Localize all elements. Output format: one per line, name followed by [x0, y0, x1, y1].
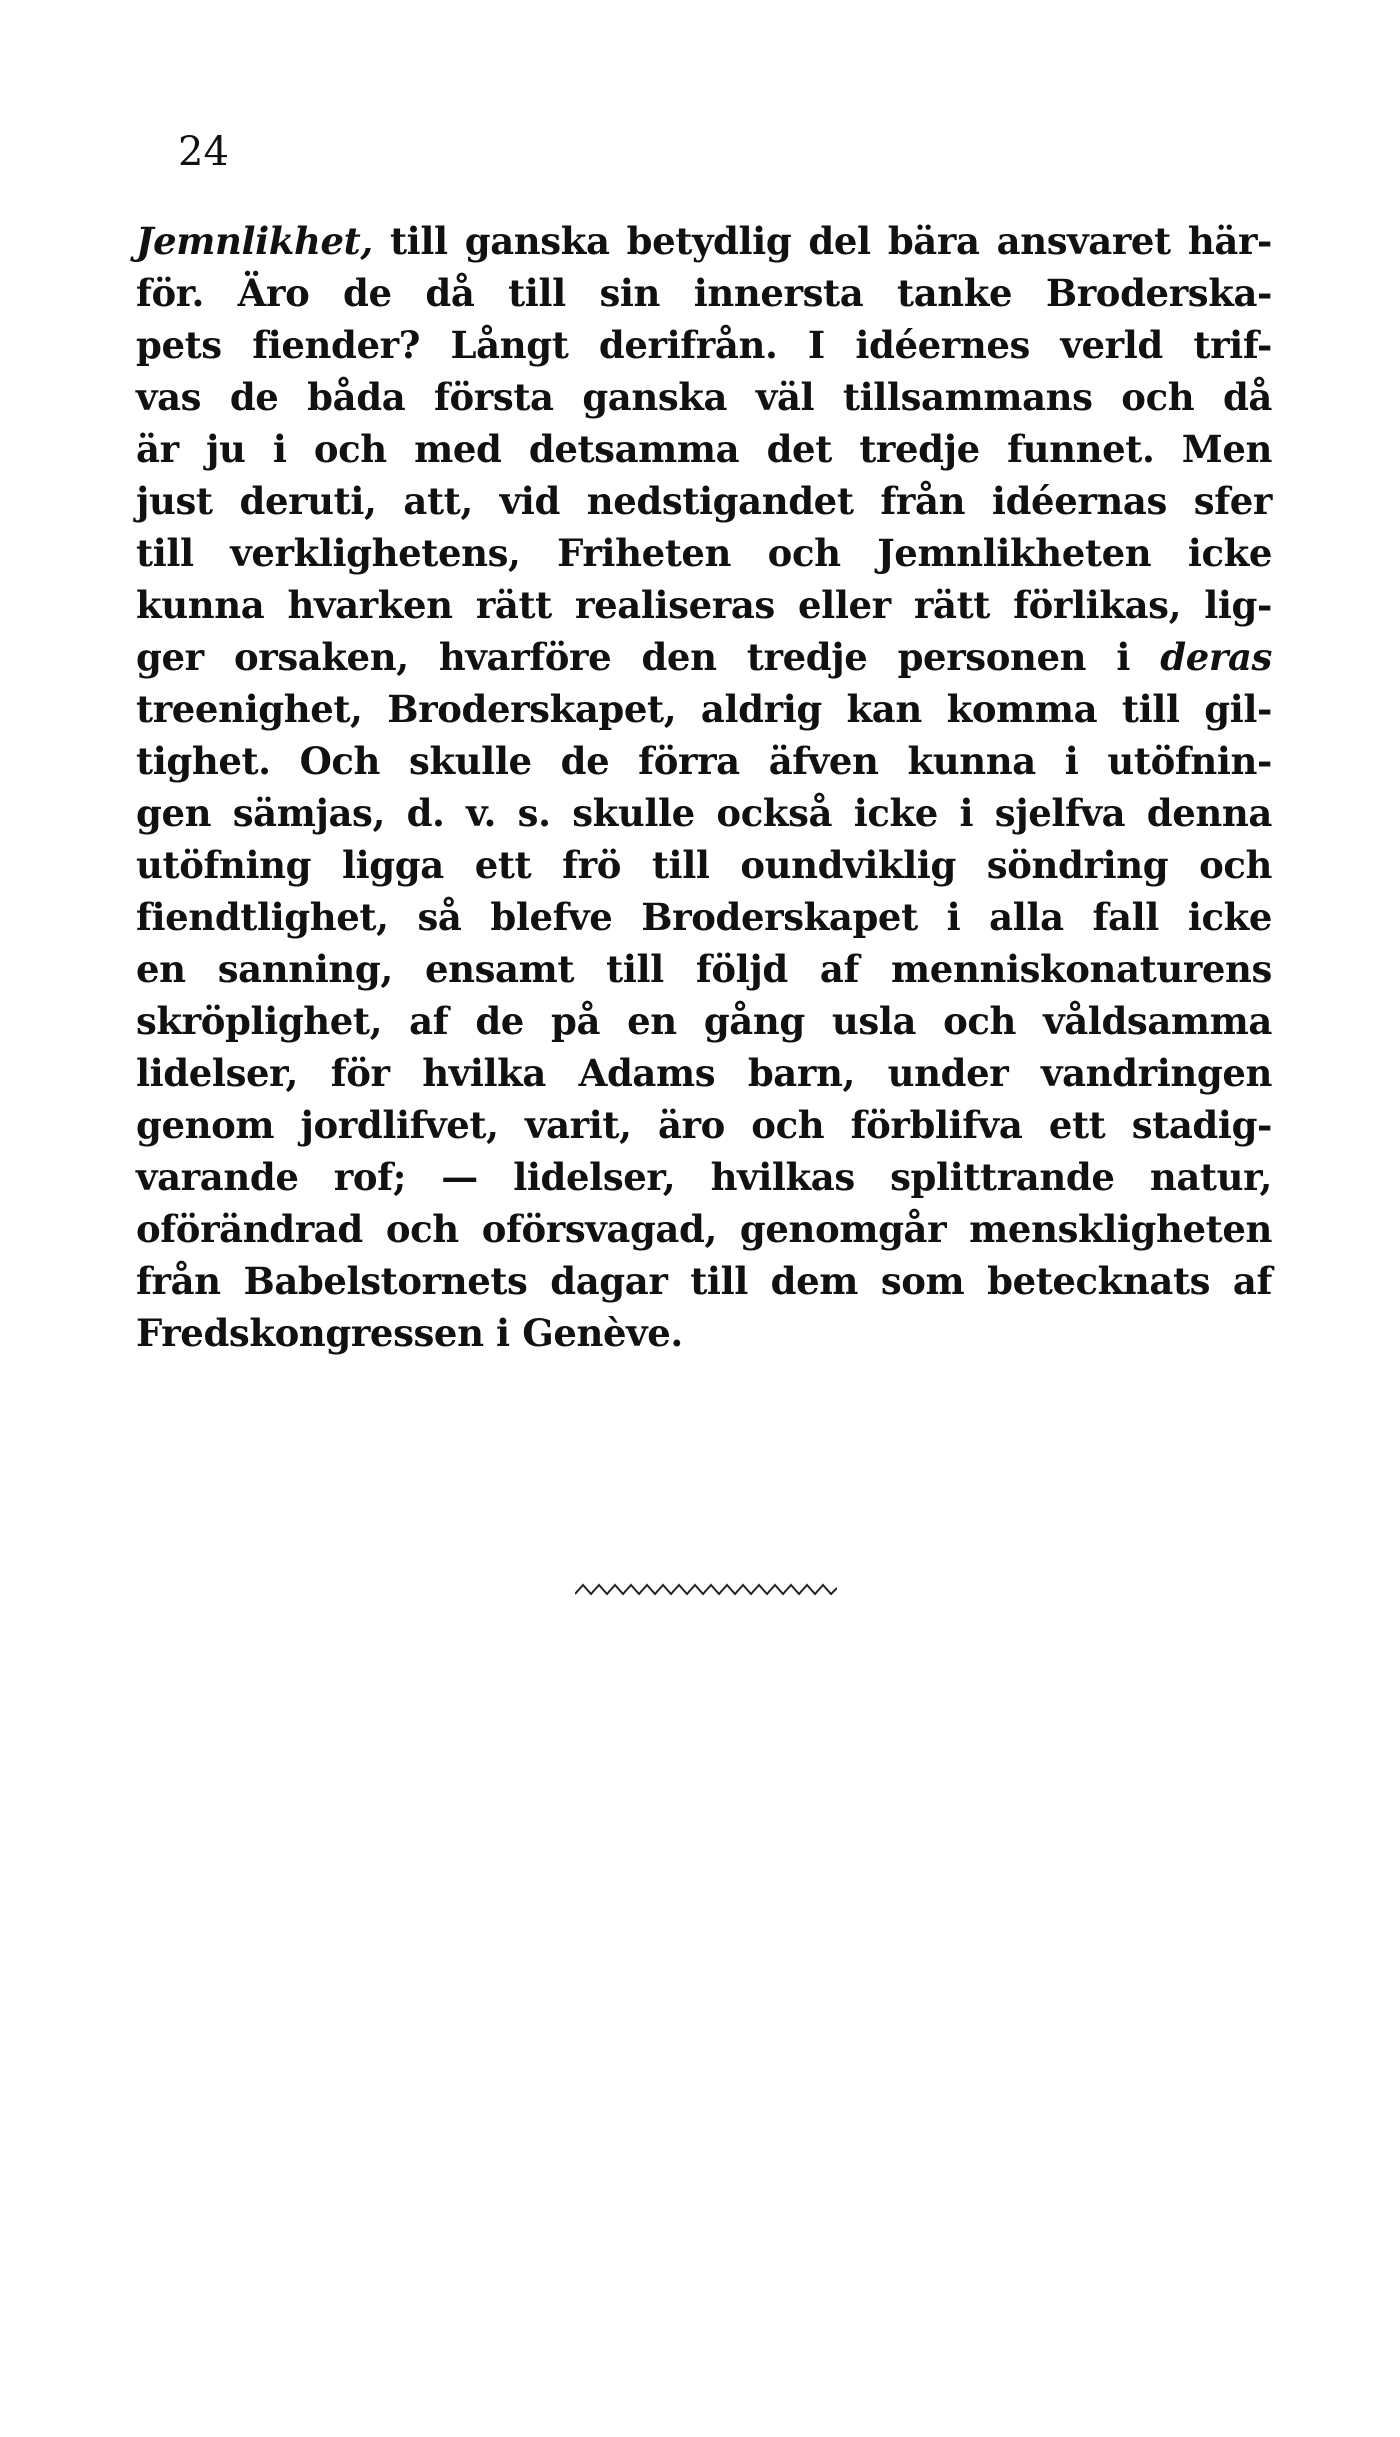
body-text: [136, 215, 1272, 1359]
text-line: [136, 215, 1272, 267]
text-run: till ganska betydlig del bära ansvaret här-: [372, 219, 1272, 263]
text-line: [136, 1099, 1272, 1151]
text-run: oförändrad och oförsvagad, genomgår menskligheten: [136, 1207, 1272, 1251]
text-line: [136, 1307, 1272, 1359]
text-run: pets fiender? Långt derifrån. I idéernes verld trif-: [136, 323, 1272, 367]
text-run: fiendtlighet, så blefve Broderskapet i alla fall icke: [136, 895, 1272, 939]
text-line: [136, 371, 1272, 423]
text-line: [136, 683, 1272, 735]
text-line: [136, 267, 1272, 319]
text-line: [136, 631, 1272, 683]
text-run: kunna hvarken rätt realiseras eller rätt förlikas, lig-: [136, 583, 1272, 627]
text-run: tighet. Och skulle de förra äfven kunna i utöfnin-: [136, 739, 1272, 783]
text-run: till verklighetens, Friheten och Jemnlikheten icke: [136, 531, 1272, 575]
text-run: just deruti, att, vid nedstigandet från idéernas sfer: [136, 479, 1272, 523]
text-run: genom jordlifvet, varit, äro och förblifva ett stadig-: [136, 1103, 1272, 1147]
text-line: [136, 1255, 1272, 1307]
text-line: [136, 735, 1272, 787]
text-run: från Babelstornets dagar till dem som betecknats af: [136, 1259, 1272, 1303]
text-line: [136, 1047, 1272, 1099]
text-run: ger orsaken, hvarföre den tredje personen i: [136, 635, 1161, 679]
wavy-ornament-divider: [575, 1582, 837, 1598]
text-line: [136, 579, 1272, 631]
text-run: Fredskongressen i Genève.: [136, 1311, 683, 1355]
text-line: [136, 1203, 1272, 1255]
text-run: lidelser, för hvilka Adams barn, under vandringen: [136, 1051, 1272, 1095]
page-number: 24: [178, 129, 229, 175]
text-line: [136, 995, 1272, 1047]
text-run: är ju i och med detsamma det tredje funnet. Men: [136, 427, 1272, 471]
text-line: [136, 891, 1272, 943]
text-line: [136, 423, 1272, 475]
italic-text-run: Jemnlikhet,: [136, 219, 373, 263]
text-line: [136, 943, 1272, 995]
text-line: [136, 787, 1272, 839]
italic-text-run: deras: [1160, 635, 1272, 679]
text-run: skröplighet, af de på en gång usla och våldsamma: [136, 999, 1272, 1043]
text-line: [136, 527, 1272, 579]
text-line: [136, 319, 1272, 371]
text-line: [136, 475, 1272, 527]
text-line: [136, 1151, 1272, 1203]
text-run: en sanning, ensamt till följd af menniskonaturens: [136, 947, 1272, 991]
text-line: [136, 839, 1272, 891]
text-run: treenighet, Broderskapet, aldrig kan komma till gil-: [136, 687, 1272, 731]
text-run: för. Äro de då till sin innersta tanke Broderska-: [136, 271, 1272, 315]
text-run: gen sämjas, d. v. s. skulle också icke i sjelfva denna: [136, 791, 1272, 835]
text-run: varande rof; — lidelser, hvilkas splittrande natur,: [136, 1155, 1272, 1199]
text-run: vas de båda första ganska väl tillsammans och då: [136, 375, 1272, 419]
text-run: utöfning ligga ett frö till oundviklig söndring och: [136, 843, 1272, 887]
